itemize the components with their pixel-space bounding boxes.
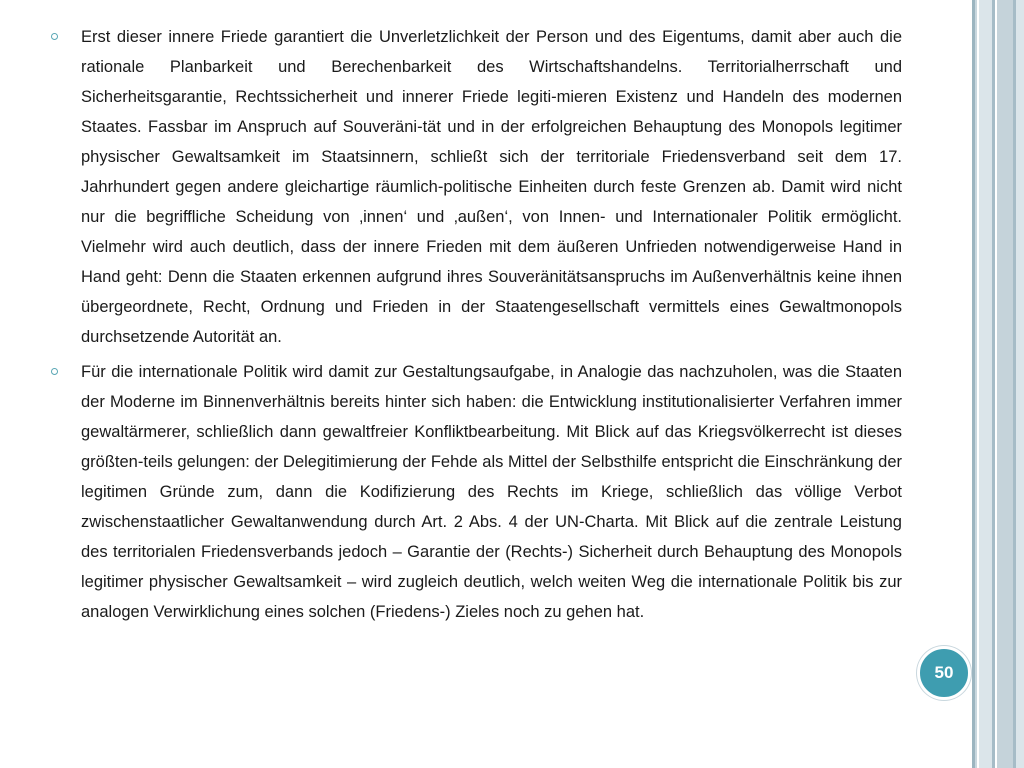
decorative-stripe bbox=[1016, 0, 1024, 768]
bullet-text: Für die internationale Politik wird damit zur Gestaltungsaufgabe, in Analogie das nachzuholen, was die Staaten der Moderne im Binnenverhältnis bereits hinter sich haben: die Entwicklung institutionalisierter Verfahren immer gewaltärmerer, schließlich dann gewaltfreier Konfliktbearbeitung. Mit Blick auf das Kriegsvölkerrecht ist dieses größten-teils gelungen: der Delegitimierung der Fehde als Mittel der Selbsthilfe entspricht die Einschränkung der legitimen Gründe zum, dann die Kodifizierung des Rechts im Kriege, schließlich das völlige Verbot zwischenstaatlicher Gewaltanwendung durch Art. 2 Abs. 4 der UN-Charta. Mit Blick auf die zentrale Leistung des territorialen Friedensverbands jedoch – Garantie der (Rechts-) Sicherheit durch Behauptung des Monopols legitimer physischer Gewaltsamkeit – wird zugleich deutlich, welch weiten Weg die internationale Politik bis zur analogen Verwirklichung eines solchen (Friedens-) Zieles noch zu gehen hat. bbox=[81, 363, 902, 621]
bullet-item bbox=[50, 22, 902, 352]
decorative-stripe bbox=[997, 0, 1013, 768]
decorative-stripe bbox=[964, 0, 972, 768]
decorative-stripe bbox=[975, 0, 977, 768]
bullet-text: Erst dieser innere Friede garantiert die Unverletzlichkeit der Person und des Eigentums, damit aber auch die rationale Planbarkeit und Berechenbarkeit des Wirtschaftshandelns. Territorialherrschaft und Sicherheitsgarantie, Rechtssicherheit und innerer Friede legiti-mieren Existenz und Handeln des modernen Staates. Fassbar im Anspruch auf Souveräni-tät und in der erfolgreichen Behauptung des Monopols legitimer physischer Gewaltsamkeit im Staatsinnern, schließt sich der territoriale Friedensverband seit dem 17. Jahrhundert gegen andere gleichartige räumlich-politische Einheiten durch feste Grenzen ab. Damit wird nicht nur die begriffliche Scheidung von ‚innen‘ und ‚außen‘, von Innen- und Internationaler Politik ermöglicht. Vielmehr wird auch deutlich, dass der innere Frieden mit dem äußeren Unfrieden notwendigerweise Hand in Hand geht: Denn die Staaten erkennen aufgrund ihres Souveränitätsanspruchs im Außenverhältnis keine ihnen übergeordnete, Recht, Ordnung und Frieden in der Staatengesellschaft vermittels eines Gewaltmonopols durchsetzende Autorität an. bbox=[81, 28, 902, 346]
bullet-item bbox=[50, 357, 902, 627]
slide-content bbox=[50, 22, 902, 632]
decorative-stripe bbox=[992, 0, 995, 768]
page-number-badge: 50 bbox=[917, 646, 971, 700]
bullet-circle-icon bbox=[51, 33, 58, 40]
decorative-stripe bbox=[979, 0, 992, 768]
bullet-circle-icon bbox=[51, 368, 58, 375]
